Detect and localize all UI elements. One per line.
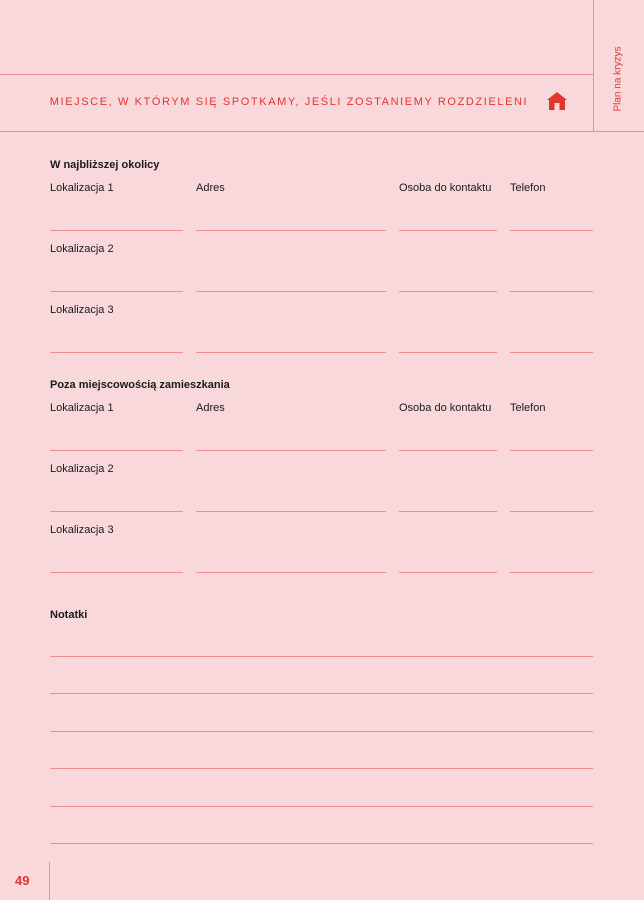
field-line[interactable] xyxy=(196,572,386,573)
col-contact: Osoba do kontaktu xyxy=(399,402,492,414)
col-phone: Telefon xyxy=(510,182,546,194)
field-line[interactable] xyxy=(196,291,386,292)
field-line[interactable] xyxy=(399,450,497,451)
page-heading: MIEJSCE, W KTÓRYM SIĘ SPOTKAMY, JEŚLI ZOSTANIEMY ROZDZIELENI xyxy=(49,96,529,108)
field-line[interactable] xyxy=(399,511,497,512)
section-title-nearby: W najbliższej okolicy xyxy=(50,159,160,171)
header-bottom-rule xyxy=(0,131,644,132)
notes-line[interactable] xyxy=(50,768,593,769)
row-location-3: Lokalizacja 3 xyxy=(50,524,114,536)
field-line[interactable] xyxy=(50,230,183,231)
row-location-2: Lokalizacja 2 xyxy=(50,463,114,475)
field-line[interactable] xyxy=(399,291,497,292)
field-line[interactable] xyxy=(399,572,497,573)
col-location: Lokalizacja 1 xyxy=(50,402,114,414)
notes-line[interactable] xyxy=(50,656,593,657)
side-tab-divider xyxy=(593,0,594,131)
field-line[interactable] xyxy=(399,352,497,353)
side-tab xyxy=(608,34,628,124)
col-contact: Osoba do kontaktu xyxy=(399,182,492,194)
header-top-rule xyxy=(0,74,593,75)
side-tab-label: Plan na kryzys xyxy=(612,46,624,112)
field-line[interactable] xyxy=(196,511,386,512)
col-address: Adres xyxy=(196,402,225,414)
field-line[interactable] xyxy=(50,572,183,573)
field-line[interactable] xyxy=(50,352,183,353)
field-line[interactable] xyxy=(50,450,183,451)
footer-divider xyxy=(49,862,50,900)
field-line[interactable] xyxy=(196,352,386,353)
col-phone: Telefon xyxy=(510,402,546,414)
field-line[interactable] xyxy=(399,230,497,231)
field-line[interactable] xyxy=(510,450,593,451)
row-location-2: Lokalizacja 2 xyxy=(50,243,114,255)
notes-line[interactable] xyxy=(50,693,593,694)
notes-line[interactable] xyxy=(50,843,593,844)
notes-line[interactable] xyxy=(50,731,593,732)
field-line[interactable] xyxy=(196,230,386,231)
field-line[interactable] xyxy=(510,511,593,512)
home-icon xyxy=(546,91,568,111)
row-location-3: Lokalizacja 3 xyxy=(50,304,114,316)
field-line[interactable] xyxy=(50,511,183,512)
notes-title: Notatki xyxy=(50,609,88,621)
section-title-outside: Poza miejscowością zamieszkania xyxy=(50,379,230,391)
field-line[interactable] xyxy=(50,291,183,292)
col-address: Adres xyxy=(196,182,225,194)
field-line[interactable] xyxy=(510,352,593,353)
page-number: 49 xyxy=(15,873,30,888)
field-line[interactable] xyxy=(510,291,593,292)
field-line[interactable] xyxy=(196,450,386,451)
field-line[interactable] xyxy=(510,230,593,231)
field-line[interactable] xyxy=(510,572,593,573)
notes-line[interactable] xyxy=(50,806,593,807)
col-location: Lokalizacja 1 xyxy=(50,182,114,194)
